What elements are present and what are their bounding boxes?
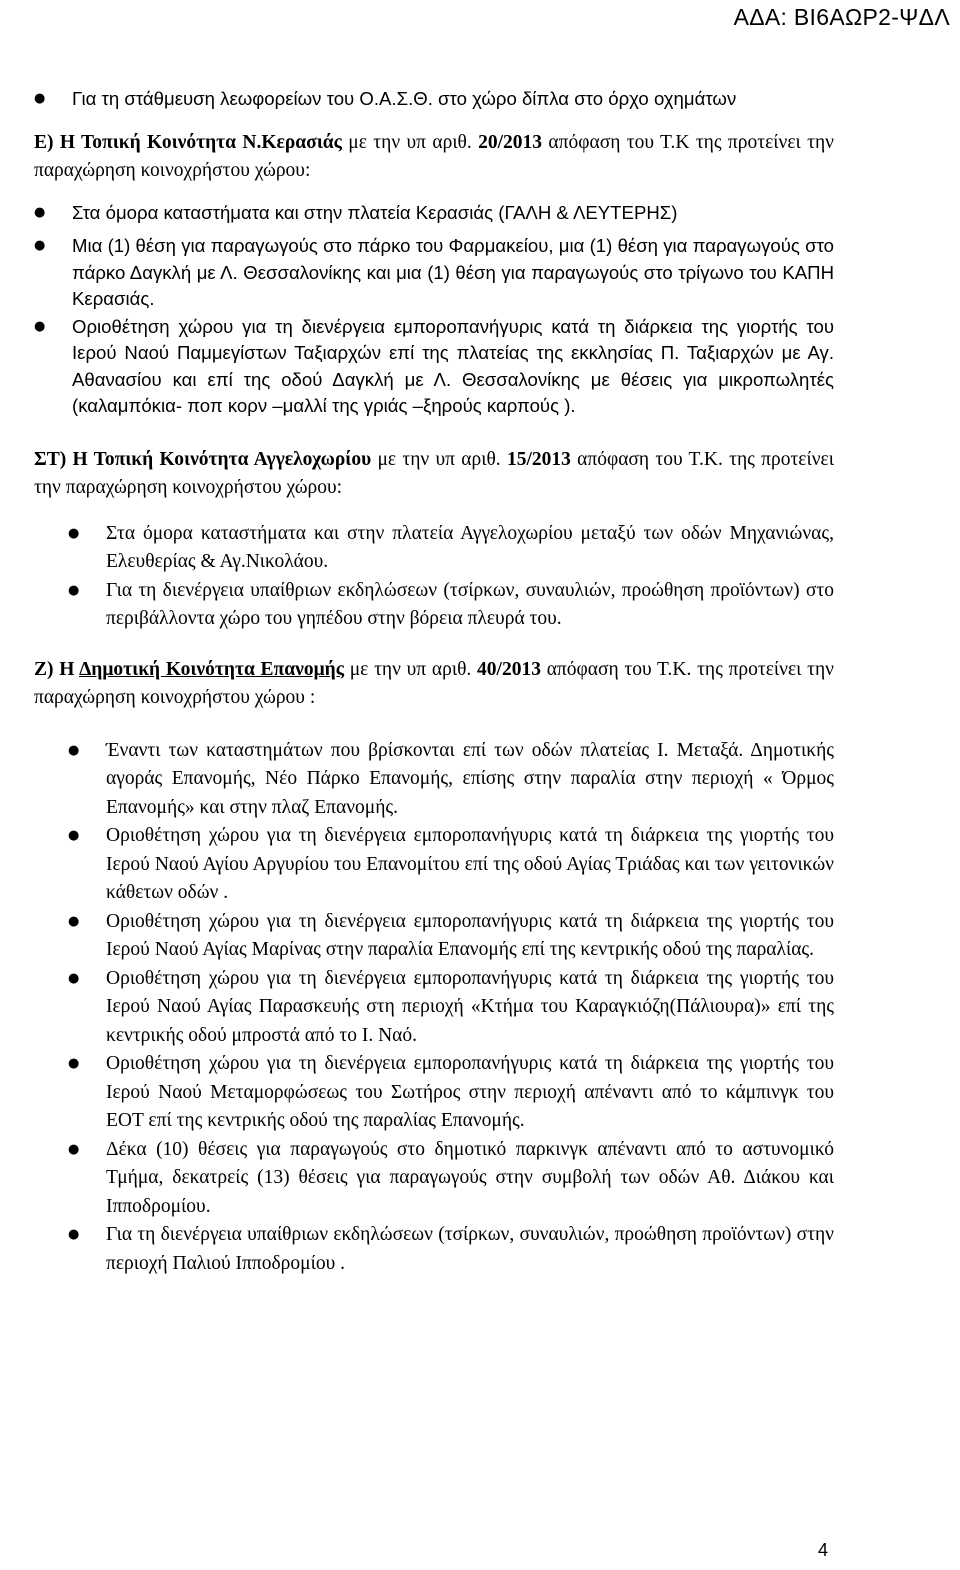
list-item: ● Για τη στάθμευση λεωφορείων του Ο.Α.Σ.Θ. στο χώρο δίπλα στο όρχο οχημάτων	[34, 86, 834, 113]
section-letter: Ζ) Η	[34, 658, 80, 680]
list-item: ● Οριοθέτηση χώρου για τη διενέργεια εμποροπανήγυρις κατά τη διάρκεια της γιορτής του Ιερού Ναού Αγίας Παρασκευής στη περιοχή «Κτήμα του Καραγκιόζη(Πάλιουρα)» επί της κεντρικής οδού μπροστά από το Ι. Ναό.	[34, 965, 834, 1051]
section-letter: Ε) Η	[34, 131, 82, 153]
bullet-icon: ●	[34, 318, 46, 334]
bullet-icon: ●	[34, 238, 46, 253]
list-item: ● Οριοθέτηση χώρου για τη διενέργεια εμποροπανήγυρις κατά τη διάρκεια της γιορτής του Ιερού Ναού Αγίου Αργυρίου του Επανομίτου επί της οδού Αγίας Τριάδας και των γειτονικών κάθετων οδών .	[34, 822, 834, 908]
bullet-icon: ●	[68, 1056, 80, 1071]
decision-number: 15/2013	[506, 448, 571, 470]
top-bullet-list	[34, 86, 834, 113]
list-item: ● Μια (1) θέση για παραγωγούς στο πάρκο του Φαρμακείου, μια (1) θέση για παραγωγούς στο πάρκο Δαγκλή με Λ. Θεσσαλονίκης και μια (1) θέση για παραγωγούς στο τρίγωνο του ΚΑΠΗ Κερασιάς.	[34, 235, 834, 309]
list-item: ● Για τη διενέργεια υπαίθριων εκδηλώσεων (τσίρκων, συναυλιών, προώθηση προϊόντων) στην περιοχή Παλιού Ιπποδρομίου .	[34, 1221, 834, 1278]
list-item: ● Οριοθέτηση χώρου για τη διενέργεια εμποροπανήγυρις κατά τη διάρκεια της γιορτής του Ιερού Ναού Παμμεγίστων Ταξιαρχών επί της πλατείας της εκκλησίας Π. Ταξιαρχών με Αγ. Αθανασίου και επί της οδού Δαγκλή με Λ. Θεσσαλονίκης με θέσεις για μικροπωλητές (καλαμπόκια- ποπ κορν –μαλλί της γριάς –ξηρούς καρπούς ).	[34, 315, 834, 416]
bullet-icon: ●	[68, 828, 80, 843]
page-number: 4	[817, 1540, 828, 1560]
list-item: ● Στα όμορα καταστήματα και στην πλατεία Κερασιάς (ΓΑΛΗ & ΛΕΥΤΕΡΗΣ)	[34, 200, 834, 227]
list-item: ● Οριοθέτηση χώρου για τη διενέργεια εμποροπανήγυρις κατά τη διάρκεια της γιορτής του Ιερού Ναού Μεταμορφώσεως του Σωτήρος στην περιοχή απέναντι από το κάμπινγκ του ΕΟΤ επί της κεντρικής οδού της παραλίας Επανομής.	[34, 1050, 834, 1136]
document-body	[34, 86, 834, 1278]
community-name: Τοπική Κοινότητα Αγγελοχωρίου	[93, 448, 372, 470]
bullet-icon: ●	[68, 1227, 80, 1242]
section-letter: ΣΤ) Η	[34, 448, 94, 470]
section-e-list	[34, 200, 834, 420]
section-st-heading: ΣΤ) Η Τοπική Κοινότητα Αγγελοχωρίου με την υπ αριθ. 15/2013 απόφαση του Τ.Κ. της προτείνει την παραχώρηση κοινοχρήστου χώρου:	[34, 448, 834, 498]
section-z-list	[34, 737, 834, 1279]
list-item: ● Οριοθέτηση χώρου για τη διενέργεια εμποροπανήγυρις κατά τη διάρκεια της γιορτής του Ιερού Ναού Αγίας Μαρίνας στην παραλία Επανομής επί της κεντρικής οδού της παραλίας.	[34, 908, 834, 965]
ada-code: ΑΔΑ: ΒΙ6ΑΩΡ2-ΨΔΛ	[733, 4, 950, 30]
bullet-icon: ●	[68, 913, 80, 929]
bullet-icon: ●	[34, 91, 46, 106]
decision-number: 40/2013	[477, 658, 541, 680]
section-e-heading: Ε) Η Τοπική Κοινότητα Ν.Κερασιάς με την υπ αριθ. 20/2013 απόφαση του Τ.Κ της προτείνει την παραχώρηση κοινοχρήστου χώρου:	[34, 131, 834, 181]
community-name: Τοπική Κοινότητα Ν.Κερασιάς	[81, 131, 342, 153]
list-item: ● Στα όμορα καταστήματα και στην πλατεία Αγγελοχωρίου μεταξύ των οδών Μηχανιώνας, Ελευθερίας & Αγ.Νικολάου.	[34, 520, 834, 577]
bullet-icon: ●	[68, 582, 80, 598]
list-item: ● Έναντι των καταστημάτων που βρίσκονται επί των οδών πλατείας Ι. Μεταξά. Δημοτικής αγοράς Επανομής, Νέο Πάρκο Επανομής, επίσης στην παραλία στην περιοχή « Όρμος Επανομής» και στην πλαζ Επανομής.	[34, 737, 834, 823]
bullet-icon: ●	[68, 525, 80, 541]
bullet-icon: ●	[68, 970, 80, 986]
list-item: ● Δέκα (10) θέσεις για παραγωγούς στο δημοτικό παρκινγκ απέναντι από το αστυνομικό Τμήμα, δεκατρείς (13) θέσεις για παραγωγούς στην συμβολή των οδών Αθ. Διάκου και Ιπποδρομίου.	[34, 1136, 834, 1222]
decision-number: 20/2013	[478, 131, 543, 153]
bullet-icon: ●	[68, 1141, 80, 1157]
community-name: Δημοτική Κοινότητα Επανομής	[79, 658, 344, 680]
section-st-list	[34, 520, 834, 634]
bullet-icon: ●	[68, 742, 80, 758]
list-item: ● Για τη διενέργεια υπαίθριων εκδηλώσεων (τσίρκων, συναυλιών, προώθηση προϊόντων) στο περιβάλλοντα χώρο του γηπέδου στην βόρεια πλευρά του.	[34, 577, 834, 634]
bullet-icon: ●	[34, 204, 46, 220]
section-z-heading: Ζ) Η Δημοτική Κοινότητα Επανομής με την υπ αριθ. 40/2013 απόφαση του Τ.Κ. της προτείνει την παραχώρηση κοινοχρήστου χώρου :	[34, 658, 834, 708]
